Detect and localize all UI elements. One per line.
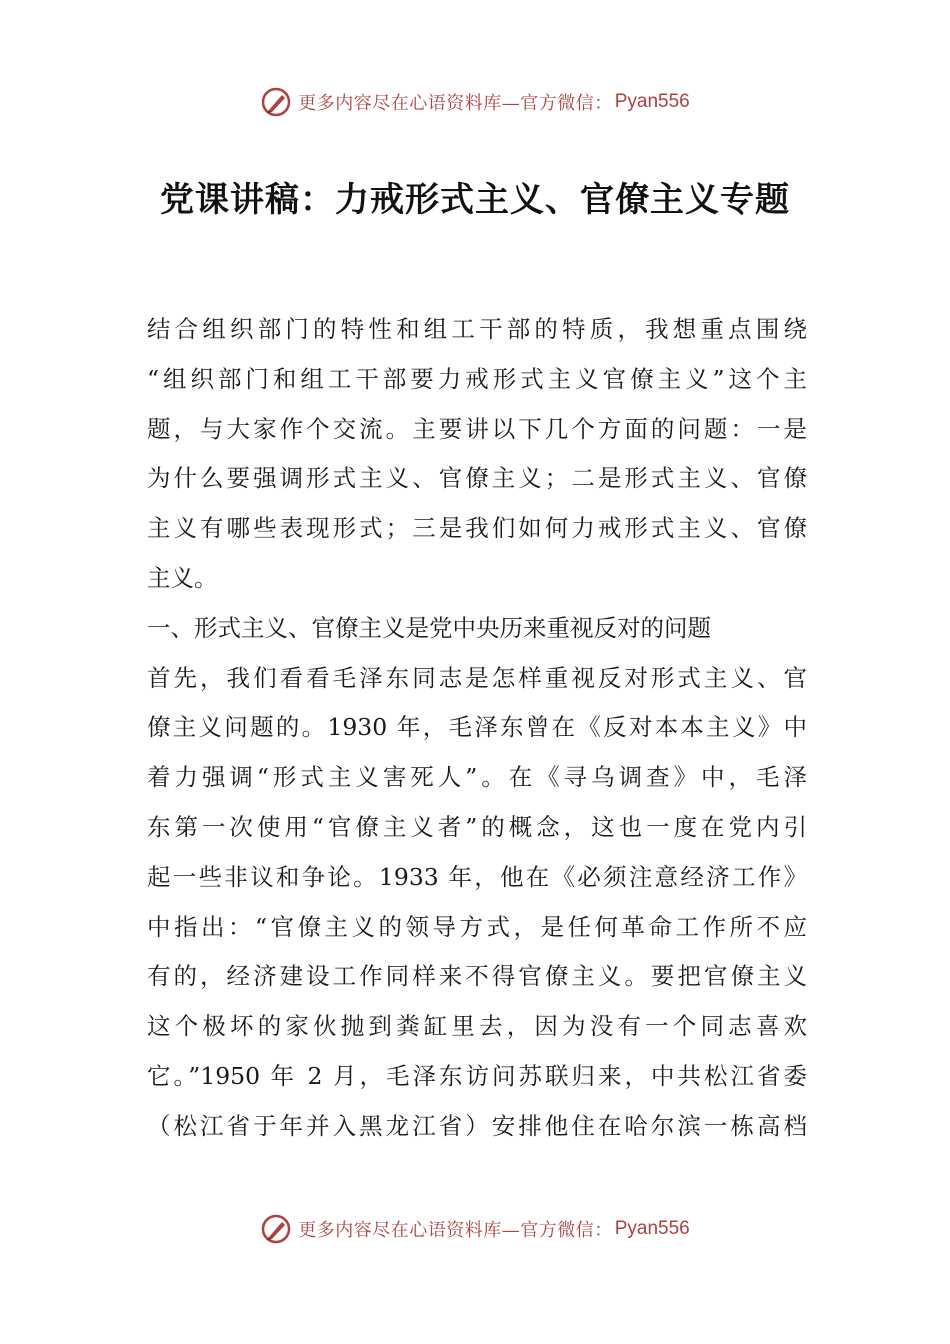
document-title: 党课讲稿：力戒形式主义、官僚主义专题 [160,180,790,220]
body-line: 为什么要强调形式主义、官僚主义；二是形式主义、官僚 [147,464,807,493]
banner-text: 更多内容尽在心语资料库—官方微信： [298,1220,613,1241]
body-line: 东第一次使用“官僚主义者”的概念，这也一度在党内引 [147,812,807,841]
body-line: 起一些非议和争论。1933 年，他在《必须注意经济工作》 [147,862,807,891]
pen-logo-icon [260,1213,292,1245]
body-line: 它。”1950 年 2 月，毛泽东访问苏联归来，中共松江省委 [147,1061,807,1090]
banner-wechat-id: Pyan556 [614,91,690,112]
body-line: 着力强调“形式主义害死人”。在《寻乌调查》中，毛泽 [147,763,807,792]
body-line: 题，与大家作个交流。主要讲以下几个方面的问题：一是 [147,414,807,443]
body-line: 有的，经济建设工作同样来不得官僚主义。要把官僚主义 [147,962,807,991]
body-line: “组织部门和组工干部要力戒形式主义官僚主义”这个主 [147,364,807,393]
body-line: 主义。 [147,563,218,592]
banner-text: 更多内容尽在心语资料库—官方微信： [298,93,613,114]
pen-logo-icon [260,86,292,118]
body-line: （松江省于年并入黑龙江省）安排他住在哈尔滨一栋高档 [147,1111,807,1140]
header-watermark-banner [0,82,950,122]
body-line: 僚主义问题的。1930 年，毛泽东曾在《反对本本主义》中 [147,713,807,742]
body-line: 中指出：“官僚主义的领导方式，是任何革命工作所不应 [147,912,807,941]
body-line: 主义有哪些表现形式；三是我们如何力戒形式主义、官僚 [147,514,807,543]
body-line: 这个极坏的家伙抛到粪缸里去，因为没有一个同志喜欢 [147,1012,807,1041]
body-line: 首先，我们看看毛泽东同志是怎样重视反对形式主义、官 [147,663,807,692]
banner-wechat-id: Pyan556 [614,1218,690,1239]
section-heading: 一、形式主义、官僚主义是党中央历来重视反对的问题 [147,613,711,642]
footer-watermark-banner [0,1209,950,1249]
document-body [147,305,807,1152]
body-line: 结合组织部门的特性和组工干部的特质，我想重点围绕 [147,315,807,343]
